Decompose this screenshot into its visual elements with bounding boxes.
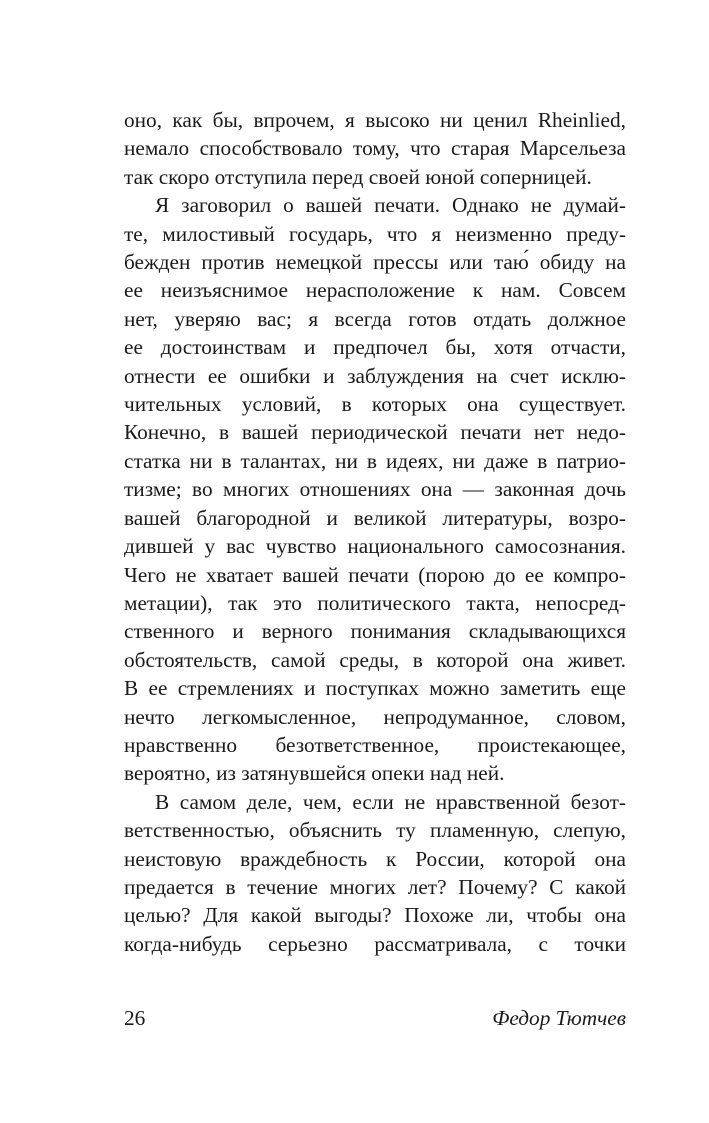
text-line: В ее стремлениях и поступках можно заметить еще	[124, 676, 626, 701]
text-line: Чего не хватает вашей печати (порою до ее компро-	[124, 562, 626, 587]
text-line: те, милостивый государь, что я неизменно преду-	[124, 221, 626, 246]
text-line: статка ни в талантах, ни в идеях, ни даже в патрио-	[124, 448, 626, 473]
text-line: чительных условий, в которых она существует.	[124, 392, 626, 417]
text-line: Я заговорил о вашей печати. Однако не думай-	[155, 193, 626, 218]
text-line: предается в течение многих лет? Почему? С какой	[124, 874, 626, 899]
text-line: ее достоинствам и предпочел бы, хотя отчасти,	[124, 335, 626, 360]
text-line: Конечно, в вашей периодической печати нет недо-	[124, 420, 626, 445]
text-line: бежден против немецкой прессы или таю́ обиду на	[124, 250, 626, 275]
text-line: ственного и верного понимания складывающихся	[124, 619, 626, 644]
text-line: метации), так это политического такта, непосред-	[124, 590, 626, 615]
text-line: В самом деле, чем, если не нравственной безот-	[155, 789, 626, 814]
text-line: неистовую враждебность к России, которой она	[124, 846, 626, 871]
text-line: ее неизъяснимое нерасположение к нам. Совсем	[124, 278, 626, 303]
text-line: вероятно, из затянувшейся опеки над ней.	[124, 761, 505, 786]
text-line: целью? Для какой выгоды? Похоже ли, чтобы она	[124, 903, 626, 928]
text-line: нравственно безответственное, проистекающее,	[124, 732, 626, 757]
text-line: обстоятельств, самой среды, в которой она живет.	[124, 647, 626, 672]
text-line: ветственностью, объяснить ту пламенную, слепую,	[124, 818, 626, 843]
text-line: оно, как бы, впрочем, я высоко ни ценил Rheinlied,	[124, 108, 626, 132]
text-line: немало способствовало тому, что старая Марсельеза	[124, 136, 626, 161]
paragraph-3	[124, 788, 626, 958]
text-line: нет, уверяю вас; я всегда готов отдать должное	[124, 306, 626, 331]
paragraph-2	[124, 191, 626, 788]
paragraph-1	[124, 106, 626, 191]
text-line: нечто легкомысленное, непродуманное, словом,	[124, 704, 626, 729]
text-line: вашей благородной и великой литературы, возро-	[124, 505, 626, 530]
text-line: тизме; во многих отношениях она — законная дочь	[124, 477, 626, 502]
text-line: дившей у вас чувство национального самосознания.	[124, 534, 626, 559]
page-number: 26	[124, 1006, 146, 1030]
page-body	[124, 106, 626, 958]
text-line: отнести ее ошибки и заблуждения на счет исклю-	[124, 363, 626, 388]
text-line: так скоро отступила перед своей юной соперницей.	[124, 164, 592, 189]
text-line: когда-нибудь серьезно рассматривала, с точки	[124, 931, 626, 956]
running-title: Федор Тютчев	[492, 1006, 626, 1030]
